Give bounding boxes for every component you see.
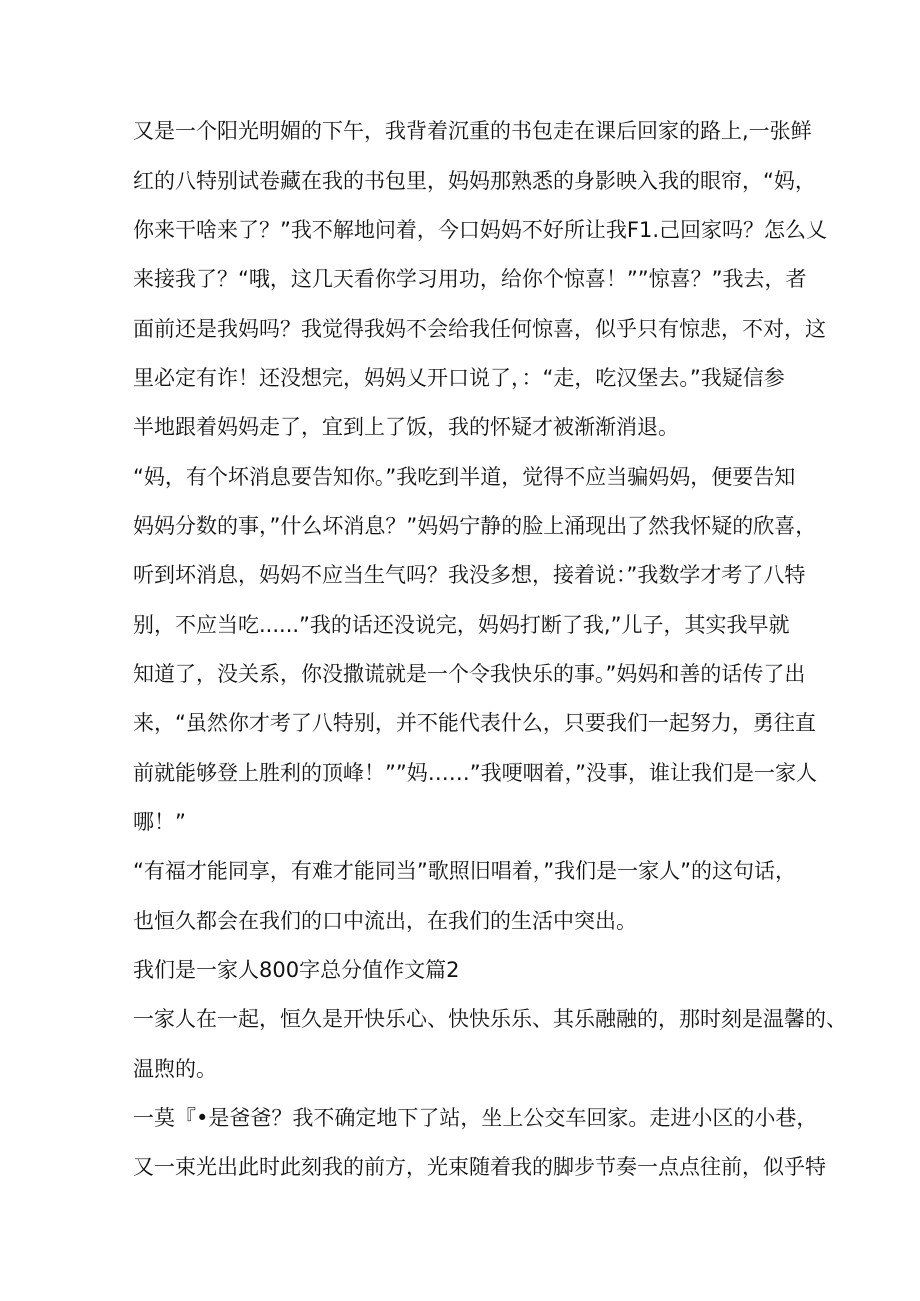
text-line-7: 半地跟着妈妈走了，宜到上了饭，我的怀疑才被渐渐消退。: [133, 415, 679, 439]
text-line-14: 前就能够登上胜利的顶峰！””妈……”我哽咽着，”没事，谁让我们是一家人: [133, 761, 818, 785]
text-line-21: 一莫『•是爸爸？我不确定地下了站，坐上公交车回家。走进小区的小巷，: [133, 1106, 818, 1130]
text-line-15: 哪！”: [133, 810, 186, 834]
text-line-13: 来，“虽然你才考了八特别，并不能代表什么，只要我们一起努力，勇往直: [133, 711, 816, 735]
text-line-8: “妈，有个坏消息要告知你。”我吃到半道，觉得不应当骗妈妈，便要告知: [133, 465, 796, 489]
text-line-11: 别，不应当吃......”我的话还没说完，妈妈打断了我,”儿子，其实我早就: [133, 613, 790, 637]
section-heading: 我们是一家人800字总分值作文篇2: [133, 958, 460, 982]
text-line-19: 一家人在一起，恒久是开快乐心、快快乐乐、其乐融融的，那时刻是温馨的、: [133, 1007, 847, 1031]
text-line-10: 听到坏消息，妈妈不应当生气吗？我没多想，接着说：”我数学才考了八特: [133, 563, 806, 587]
text-line-22: 又一束光出此时此刻我的前方，光束随着我的脚步节奏一点点往前，似乎特: [133, 1155, 826, 1179]
text-line-17: 也恒久都会在我们的口中流出，在我们的生活中突出。: [133, 909, 637, 933]
text-line-5: 面前还是我妈吗？我觉得我妈不会给我任何惊喜，似乎只有惊悲，不对，这: [133, 317, 826, 341]
text-line-20: 温煦的。: [133, 1057, 217, 1081]
text-line-4: 来接我了？“哦，这几天看你学习用功，给你个惊喜！””惊喜？”我去，者: [133, 267, 807, 291]
text-line-1: 又是一个阳光明媚的下午，我背着沉重的书包走在课后回家的路上,一张鲜: [133, 119, 812, 143]
text-line-12: 知道了，没关系，你没撒谎就是一个令我快乐的事。”妈妈和善的话传了出: [133, 662, 806, 686]
text-line-6: 里必定有诈！还没想完，妈妈乂开口说了，：“走，吃汉堡去。”我疑信参: [133, 366, 785, 390]
text-line-9: 妈妈分数的事，”什么坏消息？”妈妈宁静的脸上涌现出了然我怀疑的欣喜，: [133, 514, 817, 538]
text-line-2: 红的八特别试卷藏在我的书包里，妈妈那熟悉的身影映入我的眼帘，“妈，: [133, 169, 816, 193]
text-line-16: “有福才能同享，有难才能同当”歌照旧唱着，”我们是一家人”的这句话，: [133, 859, 797, 883]
text-line-3: 你来干啥来了？”我不解地问着，今口妈妈不好所让我F1.己回家吗？怎么乂: [133, 218, 827, 242]
